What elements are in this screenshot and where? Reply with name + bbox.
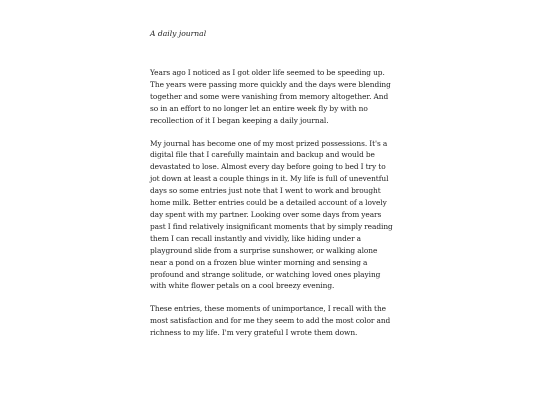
paragraph-3: These entries, these moments of unimportance, I recall with the most satisfaction and for me they seem to add the most color and richness to my life. I'm very grateful I wrote them down. <box>150 304 391 338</box>
page-title: A daily journal <box>150 29 207 38</box>
paragraph-2: My journal has become one of my most prized possessions. It's a digital file that I carefully maintain and backup and would be devastated to lose. Almost every day before going to bed I try to jot down at least a couple things in it. My life is full of uneventful days so some entries just note that I went to work and brought home milk. Better entries could be a detailed account of a lovely day spent with my partner. Looking over some days from years past I find relatively insignificant moments that by simply reading them I can recall instantly and vividly, like hiding under a playground slide from a surprise sunshower, or walking alone near a pond on a frozen blue winter morning and sensing a profound and strange solitude, or watching loved ones playing with white flower petals on a cool breezy evening. <box>150 138 393 291</box>
article <box>150 28 394 350</box>
paragraph-1: Years ago I noticed as I got older life seemed to be speeding up. The years were passing more quickly and the days were blending together and some were vanishing from memory altogether. And so in an effort to no longer let an entire week fly by with no recollection of it I began keeping a daily journal. <box>150 68 391 125</box>
